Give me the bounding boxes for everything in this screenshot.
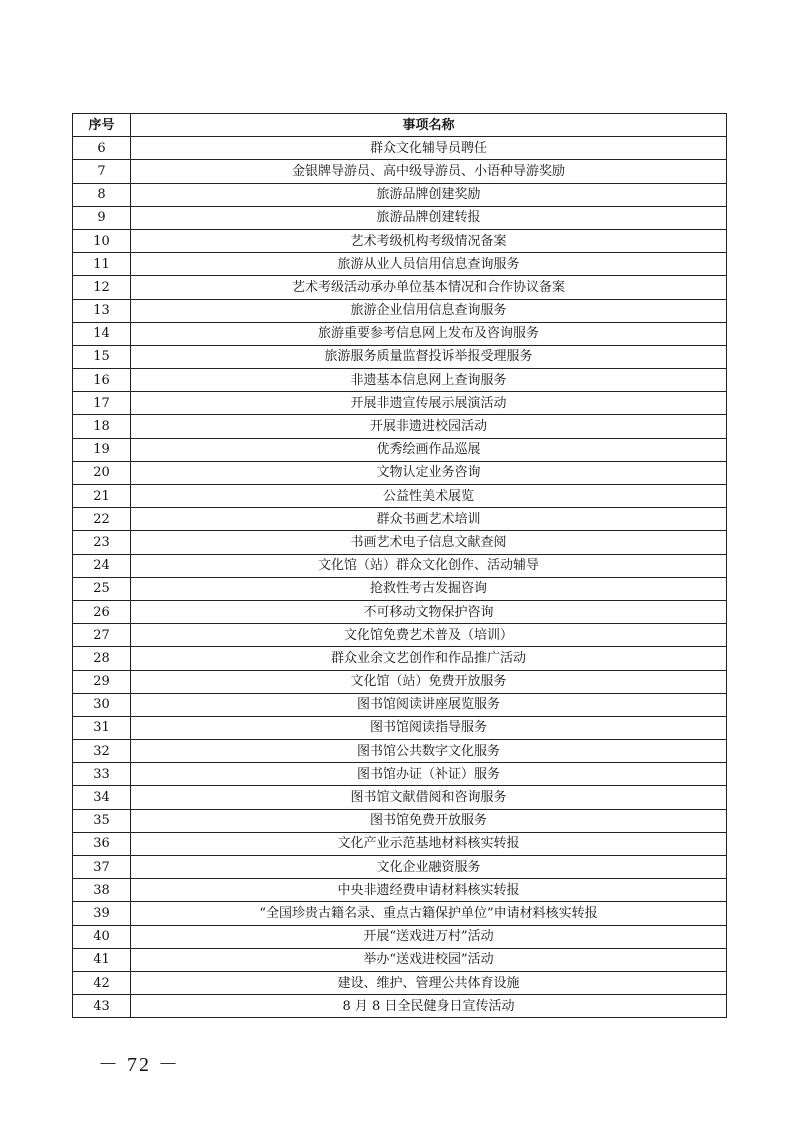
row-seq: 17 xyxy=(73,392,131,415)
table-row xyxy=(73,832,727,855)
table-row xyxy=(73,369,727,392)
row-seq: 40 xyxy=(73,925,131,948)
row-seq: 13 xyxy=(73,299,131,322)
header-seq: 序号 xyxy=(73,114,131,137)
row-seq: 6 xyxy=(73,137,131,160)
row-item-name: 图书馆阅读指导服务 xyxy=(131,716,727,739)
row-seq: 32 xyxy=(73,740,131,763)
row-item-name: 群众业余文艺创作和作品推广活动 xyxy=(131,647,727,670)
row-item-name: 公益性美术展览 xyxy=(131,485,727,508)
row-item-name: 建设、维护、管理公共体育设施 xyxy=(131,971,727,994)
row-seq: 11 xyxy=(73,253,131,276)
row-seq: 26 xyxy=(73,600,131,623)
header-name: 事项名称 xyxy=(131,114,727,137)
row-item-name: 图书馆免费开放服务 xyxy=(131,809,727,832)
row-seq: 28 xyxy=(73,647,131,670)
row-seq: 37 xyxy=(73,856,131,879)
row-seq: 12 xyxy=(73,276,131,299)
row-seq: 14 xyxy=(73,322,131,345)
table-row xyxy=(73,345,727,368)
row-item-name: 开展“送戏进万村”活动 xyxy=(131,925,727,948)
row-item-name: “全国珍贵古籍名录、重点古籍保护单位”申请材料核实转报 xyxy=(131,902,727,925)
row-seq: 15 xyxy=(73,345,131,368)
row-seq: 24 xyxy=(73,554,131,577)
row-seq: 23 xyxy=(73,531,131,554)
row-seq: 39 xyxy=(73,902,131,925)
table-row xyxy=(73,183,727,206)
table-row xyxy=(73,647,727,670)
row-seq: 9 xyxy=(73,206,131,229)
row-item-name: 图书馆办证（补证）服务 xyxy=(131,763,727,786)
table-row xyxy=(73,392,727,415)
table-row xyxy=(73,948,727,971)
row-seq: 30 xyxy=(73,693,131,716)
table-row xyxy=(73,276,727,299)
row-item-name: 金银牌导游员、高中级导游员、小语种导游奖励 xyxy=(131,160,727,183)
row-item-name: 中央非遗经费申请材料核实转报 xyxy=(131,879,727,902)
row-seq: 18 xyxy=(73,415,131,438)
row-item-name: 文化产业示范基地材料核实转报 xyxy=(131,832,727,855)
row-item-name: 群众书画艺术培训 xyxy=(131,508,727,531)
table-row xyxy=(73,786,727,809)
table-row xyxy=(73,438,727,461)
table-row xyxy=(73,531,727,554)
row-seq: 16 xyxy=(73,369,131,392)
row-item-name: 开展非遗宣传展示展演活动 xyxy=(131,392,727,415)
table-row xyxy=(73,925,727,948)
row-item-name: 8 月 8 日全民健身日宣传活动 xyxy=(131,995,727,1018)
table-row xyxy=(73,577,727,600)
service-items-table xyxy=(72,113,727,1018)
row-seq: 35 xyxy=(73,809,131,832)
row-item-name: 不可移动文物保护咨询 xyxy=(131,600,727,623)
page-number: － 72 － xyxy=(98,1054,180,1076)
table-row xyxy=(73,461,727,484)
table-row xyxy=(73,856,727,879)
table-row xyxy=(73,206,727,229)
table-row xyxy=(73,624,727,647)
table-row xyxy=(73,716,727,739)
table-row xyxy=(73,485,727,508)
row-seq: 10 xyxy=(73,229,131,252)
row-seq: 36 xyxy=(73,832,131,855)
row-item-name: 抢救性考古发掘咨询 xyxy=(131,577,727,600)
table-row xyxy=(73,415,727,438)
row-item-name: 旅游企业信用信息查询服务 xyxy=(131,299,727,322)
table-row xyxy=(73,971,727,994)
row-seq: 7 xyxy=(73,160,131,183)
table-row xyxy=(73,508,727,531)
row-item-name: 文化馆（站）免费开放服务 xyxy=(131,670,727,693)
row-item-name: 文化馆（站）群众文化创作、活动辅导 xyxy=(131,554,727,577)
row-seq: 33 xyxy=(73,763,131,786)
row-seq: 8 xyxy=(73,183,131,206)
row-seq: 38 xyxy=(73,879,131,902)
table-row xyxy=(73,299,727,322)
row-item-name: 群众文化辅导员聘任 xyxy=(131,137,727,160)
row-seq: 25 xyxy=(73,577,131,600)
table-row xyxy=(73,809,727,832)
row-item-name: 书画艺术电子信息文献查阅 xyxy=(131,531,727,554)
row-item-name: 文物认定业务咨询 xyxy=(131,461,727,484)
table-row xyxy=(73,693,727,716)
row-seq: 34 xyxy=(73,786,131,809)
row-item-name: 旅游重要参考信息网上发布及咨询服务 xyxy=(131,322,727,345)
row-seq: 42 xyxy=(73,971,131,994)
table-header-row xyxy=(73,114,727,137)
table-row xyxy=(73,902,727,925)
row-item-name: 旅游品牌创建转报 xyxy=(131,206,727,229)
table-row xyxy=(73,600,727,623)
row-seq: 41 xyxy=(73,948,131,971)
table-row xyxy=(73,879,727,902)
table-row xyxy=(73,160,727,183)
row-item-name: 图书馆公共数字文化服务 xyxy=(131,740,727,763)
row-seq: 20 xyxy=(73,461,131,484)
row-item-name: 旅游从业人员信用信息查询服务 xyxy=(131,253,727,276)
row-seq: 31 xyxy=(73,716,131,739)
row-item-name: 图书馆阅读讲座展览服务 xyxy=(131,693,727,716)
table-row xyxy=(73,763,727,786)
row-item-name: 艺术考级机构考级情况备案 xyxy=(131,229,727,252)
row-item-name: 旅游品牌创建奖励 xyxy=(131,183,727,206)
row-item-name: 优秀绘画作品巡展 xyxy=(131,438,727,461)
row-item-name: 举办“送戏进校园”活动 xyxy=(131,948,727,971)
row-item-name: 文化馆免费艺术普及（培训） xyxy=(131,624,727,647)
row-item-name: 开展非遗进校园活动 xyxy=(131,415,727,438)
table-row xyxy=(73,740,727,763)
table-row xyxy=(73,995,727,1018)
table-row xyxy=(73,322,727,345)
table-body xyxy=(73,137,727,1018)
row-seq: 27 xyxy=(73,624,131,647)
row-item-name: 文化企业融资服务 xyxy=(131,856,727,879)
row-item-name: 非遗基本信息网上查询服务 xyxy=(131,369,727,392)
table-row xyxy=(73,253,727,276)
row-seq: 21 xyxy=(73,485,131,508)
table-row xyxy=(73,670,727,693)
row-seq: 43 xyxy=(73,995,131,1018)
row-seq: 22 xyxy=(73,508,131,531)
table-row xyxy=(73,229,727,252)
row-item-name: 艺术考级活动承办单位基本情况和合作协议备案 xyxy=(131,276,727,299)
row-item-name: 图书馆文献借阅和咨询服务 xyxy=(131,786,727,809)
table-row xyxy=(73,137,727,160)
table-row xyxy=(73,554,727,577)
row-seq: 19 xyxy=(73,438,131,461)
row-seq: 29 xyxy=(73,670,131,693)
row-item-name: 旅游服务质量监督投诉举报受理服务 xyxy=(131,345,727,368)
